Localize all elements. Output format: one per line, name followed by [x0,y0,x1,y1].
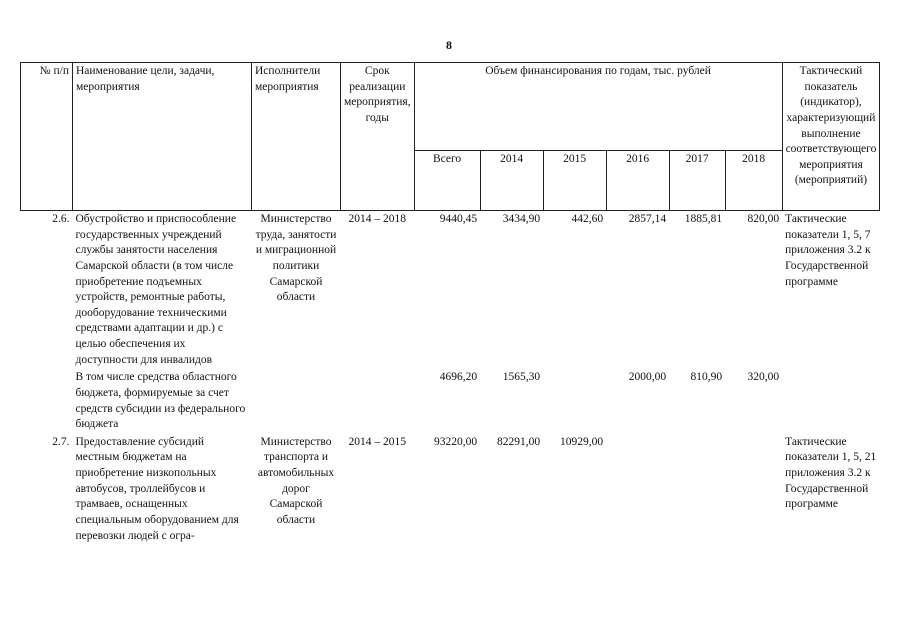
row-2018: 820,00 [747,213,780,225]
row-term: 2014 – 2015 [348,435,407,448]
row-2018: 320,00 [747,371,780,384]
header-year-2018: 2018 [725,151,782,211]
row-indicator [782,369,880,434]
header-term: Срок реализации мероприятия, годы [341,63,415,211]
row-name: В том числе средства областного бюджета, формируемые за счет средств субсидии из федерального бюджета [75,371,246,431]
row-indicator: Тактические показатели 1, 5, 21 приложения 3.2 к Государственной программе [785,435,877,511]
row-total: 9440,45 [439,213,478,225]
header-year-2015: 2015 [543,151,606,211]
row-executor [252,369,341,434]
row-2016: 2000,00 [628,371,667,384]
row-2015 [543,369,606,434]
row-num [21,369,73,434]
header-num: № п/п [21,63,73,211]
row-2017 [669,434,725,545]
financing-table [20,62,880,545]
header-financing: Объем финансирования по годам, тыс. рублей [414,63,782,151]
row-2014: 3434,90 [502,213,541,225]
table-row [21,369,880,434]
row-2017: 810,90 [690,371,723,384]
row-indicator: Тактические показатели 1, 5, 7 приложения 3.2 к Государственной программе [785,213,871,288]
row-executor: Министерство транспорта и автомобильных дорог Самарской области [257,435,335,526]
row-term [341,369,415,434]
table-row [21,211,880,370]
header-total: Всего [414,151,480,211]
row-num: 2.7. [52,435,70,448]
row-name: Предоставление субсидий местным бюджетам на приобретение низкопольных автобусов, троллейбусов и трамваев, оснащенных специальным оборудованием для перевозки людей с огра- [75,435,239,542]
row-total: 4696,20 [439,371,478,384]
row-2016: 2857,14 [628,213,667,225]
page-number: 8 [446,38,452,52]
header-indicator: Тактический показатель (индикатор), характеризующий выполнение соответствующего мероприятия (мероприятий) [782,63,880,211]
row-term: 2014 – 2018 [348,213,407,225]
row-2015: 442,60 [571,213,604,225]
header-name: Наименование цели, задачи, мероприятия [73,63,252,211]
row-executor: Министерство труда, занятости и миграционной политики Самарской области [255,213,337,304]
header-year-2014: 2014 [480,151,543,211]
header-executors: Исполнители мероприятия [252,63,341,211]
header-year-2016: 2016 [606,151,669,211]
row-2016 [606,434,669,545]
row-name: Обустройство и приспособление государственных учреждений службы занятости населения Самарской области (в том числе приобретение подъемных устройств, ремонтные работы, дооборудование техническими средствами адаптации и др.) с целью обеспечения их доступности для инвалидов [75,213,237,366]
header-year-2017: 2017 [669,151,725,211]
row-2014: 82291,00 [496,435,541,448]
row-2018 [725,434,782,545]
row-total: 93220,00 [433,435,478,448]
row-2015: 10929,00 [559,435,604,448]
row-2014: 1565,30 [502,371,541,384]
row-2017: 1885,81 [684,213,723,225]
table-row [21,434,880,545]
row-num: 2.6. [52,213,70,225]
